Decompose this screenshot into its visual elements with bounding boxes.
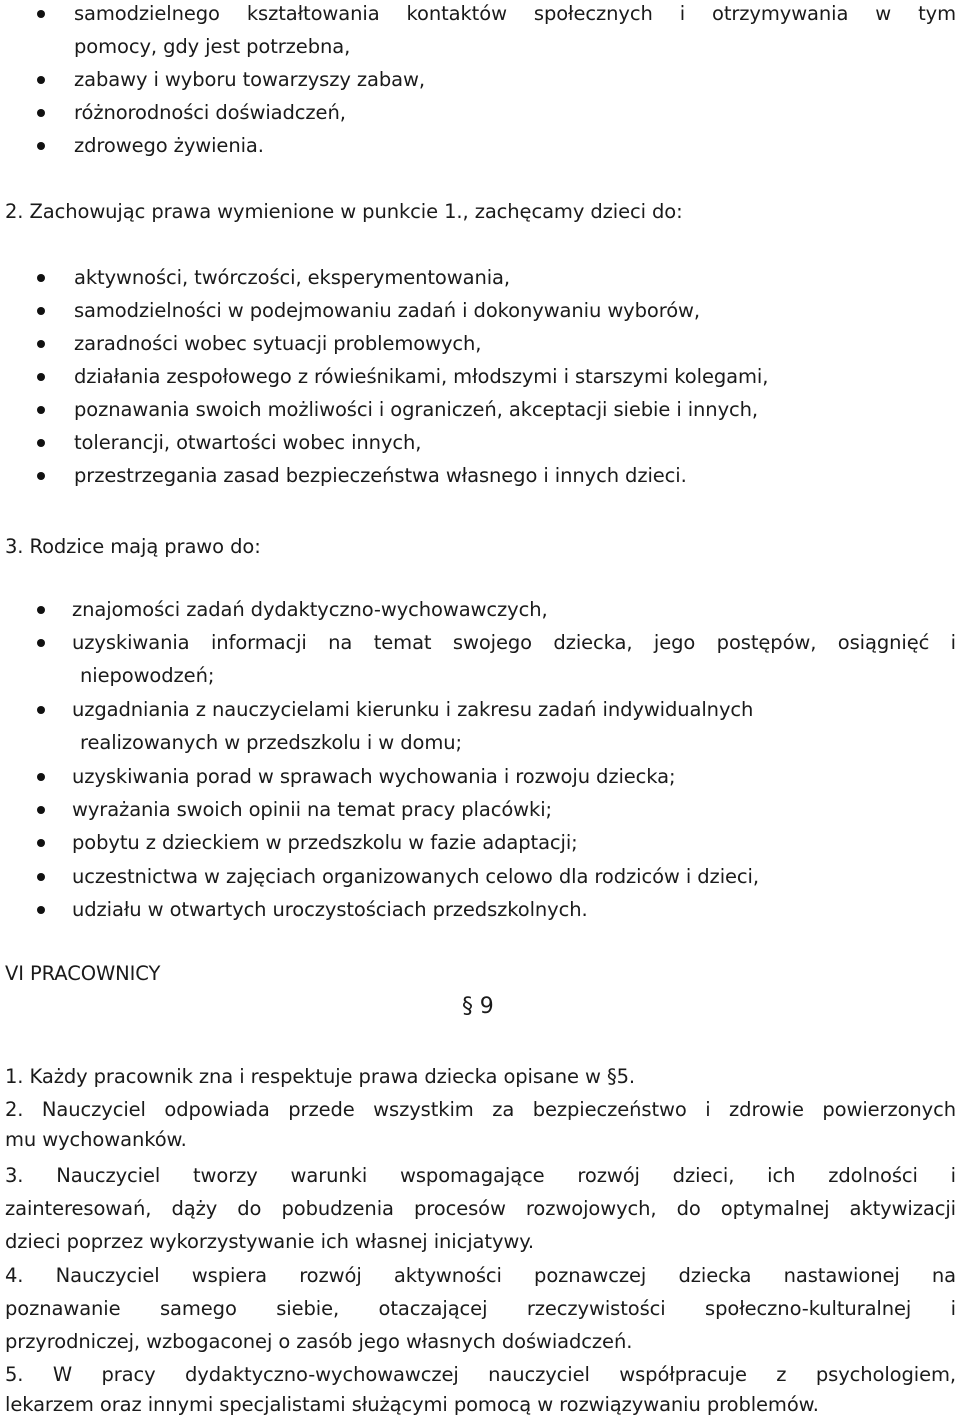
list-item: zdrowego żywienia. bbox=[74, 134, 264, 157]
paragraph-5-continuation: lekarzem oraz innymi specjalistami służącymi pomocą w rozwiązywaniu problemów. bbox=[5, 1393, 819, 1416]
paragraph-2-continuation: mu wychowanków. bbox=[5, 1128, 187, 1151]
list-item: znajomości zadań dydaktyczno-wychowawczych, bbox=[72, 598, 548, 621]
list-item: aktywności, twórczości, eksperymentowania, bbox=[74, 266, 510, 289]
bullet-icon bbox=[37, 307, 45, 315]
list-item: uzyskiwania informacji na temat swojego dziecka, jego postępów, osiągnięć i bbox=[72, 631, 956, 654]
bullet-icon bbox=[37, 76, 45, 84]
bullet-icon bbox=[37, 373, 45, 381]
paragraph-4-continuation: przyrodniczej, wzbogaconej o zasób jego własnych doświadczeń. bbox=[5, 1330, 633, 1353]
list-item-continuation: pomocy, gdy jest potrzebna, bbox=[74, 35, 351, 58]
bullet-icon bbox=[37, 639, 45, 647]
section-heading: VI PRACOWNICY bbox=[5, 962, 161, 985]
list-item: uczestnictwa w zajęciach organizowanych celowo dla rodziców i dzieci, bbox=[72, 865, 759, 888]
bullet-icon bbox=[37, 873, 45, 881]
bullet-icon bbox=[37, 340, 45, 348]
list-item-continuation: realizowanych w przedszkolu i w domu; bbox=[80, 731, 462, 754]
bullet-icon bbox=[37, 606, 45, 614]
list-item: tolerancji, otwartości wobec innych, bbox=[74, 431, 422, 454]
list-item: wyrażania swoich opinii na temat pracy placówki; bbox=[72, 798, 552, 821]
point-2-heading: 2. Zachowując prawa wymienione w punkcie 1., zachęcamy dzieci do: bbox=[5, 200, 683, 223]
paragraph-3-continuation: dzieci poprzez wykorzystywanie ich własnej inicjatywy. bbox=[5, 1230, 535, 1253]
bullet-icon bbox=[37, 109, 45, 117]
bullet-icon bbox=[37, 439, 45, 447]
list-item: poznawania swoich możliwości i ograniczeń, akceptacji siebie i innych, bbox=[74, 398, 758, 421]
bullet-icon bbox=[37, 406, 45, 414]
paragraph-3: 3. Nauczyciel tworzy warunki wspomagające rozwój dzieci, ich zdolności i bbox=[5, 1164, 956, 1187]
list-item-continuation: niepowodzeń; bbox=[80, 664, 215, 687]
bullet-icon bbox=[37, 806, 45, 814]
list-item: przestrzegania zasad bezpieczeństwa własnego i innych dzieci. bbox=[74, 464, 687, 487]
list-item: uzyskiwania porad w sprawach wychowania i rozwoju dziecka; bbox=[72, 765, 676, 788]
list-item: samodzielnego kształtowania kontaktów społecznych i otrzymywania w tym bbox=[74, 2, 956, 25]
list-item: uzgadniania z nauczycielami kierunku i zakresu zadań indywidualnych bbox=[72, 698, 754, 721]
paragraph-2: 2. Nauczyciel odpowiada przede wszystkim za bezpieczeństwo i zdrowie powierzonych bbox=[5, 1098, 956, 1121]
list-item: zabawy i wyboru towarzyszy zabaw, bbox=[74, 68, 425, 91]
bullet-icon bbox=[37, 839, 45, 847]
list-item: zaradności wobec sytuacji problemowych, bbox=[74, 332, 482, 355]
list-item: różnorodności doświadczeń, bbox=[74, 101, 346, 124]
list-item: pobytu z dzieckiem w przedszkolu w fazie adaptacji; bbox=[72, 831, 578, 854]
bullet-icon bbox=[37, 906, 45, 914]
list-item: działania zespołowego z rówieśnikami, młodszymi i starszymi kolegami, bbox=[74, 365, 769, 388]
paragraph-4: 4. Nauczyciel wspiera rozwój aktywności poznawczej dziecka nastawionej na bbox=[5, 1264, 956, 1287]
point-3-heading: 3. Rodzice mają prawo do: bbox=[5, 535, 261, 558]
paragraph-mark: § 9 bbox=[462, 994, 494, 1019]
bullet-icon bbox=[37, 472, 45, 480]
bullet-icon bbox=[37, 274, 45, 282]
paragraph-4-continuation: poznawanie samego siebie, otaczającej rzeczywistości społeczno-kulturalnej i bbox=[5, 1297, 956, 1320]
bullet-icon bbox=[37, 706, 45, 714]
list-item: samodzielności w podejmowaniu zadań i dokonywaniu wyborów, bbox=[74, 299, 700, 322]
bullet-icon bbox=[37, 773, 45, 781]
bullet-icon bbox=[37, 10, 45, 18]
paragraph-3-continuation: zainteresowań, dąży do pobudzenia procesów rozwojowych, do optymalnej aktywizacji bbox=[5, 1197, 956, 1220]
list-item: udziału w otwartych uroczystościach przedszkolnych. bbox=[72, 898, 588, 921]
bullet-icon bbox=[37, 142, 45, 150]
paragraph-5: 5. W pracy dydaktyczno-wychowawczej nauczyciel współpracuje z psychologiem, bbox=[5, 1363, 956, 1386]
paragraph-1: 1. Każdy pracownik zna i respektuje prawa dziecka opisane w §5. bbox=[5, 1065, 636, 1088]
